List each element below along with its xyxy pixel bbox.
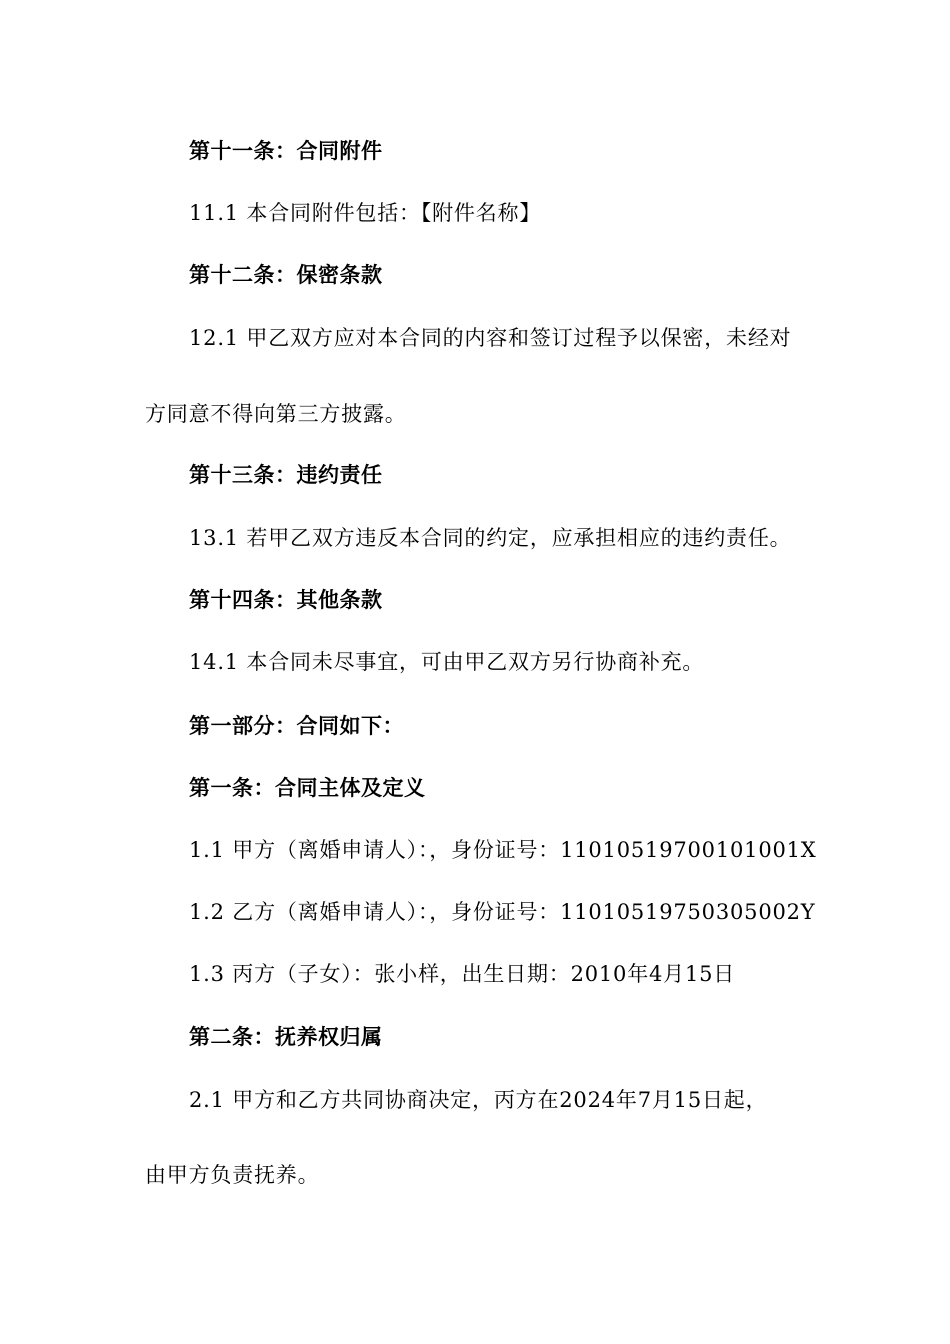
clause-2-1-continued: 由甲方负责抚养。 <box>145 1163 320 1187</box>
clause-12-1-continued: 方同意不得向第三方披露。 <box>145 402 407 426</box>
clause-1-3: 1.3 丙方（子女）：张小样，出生日期：2010年4月15日 <box>189 962 736 986</box>
clause-1-1: 1.1 甲方（离婚申请人）：，身份证号：11010519700101001X <box>189 838 817 862</box>
article-11-heading: 第十一条：合同附件 <box>189 139 383 163</box>
article-2-heading: 第二条：抚养权归属 <box>189 1025 383 1049</box>
article-13-heading: 第十三条：违约责任 <box>189 463 383 487</box>
clause-12-1: 12.1 甲乙双方应对本合同的内容和签订过程予以保密，未经对 <box>189 326 792 350</box>
article-1-heading: 第一条：合同主体及定义 <box>189 776 426 800</box>
clause-1-2: 1.2 乙方（离婚申请人）：，身份证号：11010519750305002Y <box>189 900 816 924</box>
clause-2-1: 2.1 甲方和乙方共同协商决定，丙方在2024年7月15日起， <box>189 1088 768 1112</box>
clause-11-1: 11.1 本合同附件包括：【附件名称】 <box>189 201 542 225</box>
part-1-heading: 第一部分：合同如下： <box>189 714 404 738</box>
article-14-heading: 第十四条：其他条款 <box>189 588 383 612</box>
clause-14-1: 14.1 本合同未尽事宜，可由甲乙双方另行协商补充。 <box>189 650 705 674</box>
clause-13-1: 13.1 若甲乙双方违反本合同的约定，应承担相应的违约责任。 <box>189 526 792 550</box>
article-12-heading: 第十二条：保密条款 <box>189 263 383 287</box>
